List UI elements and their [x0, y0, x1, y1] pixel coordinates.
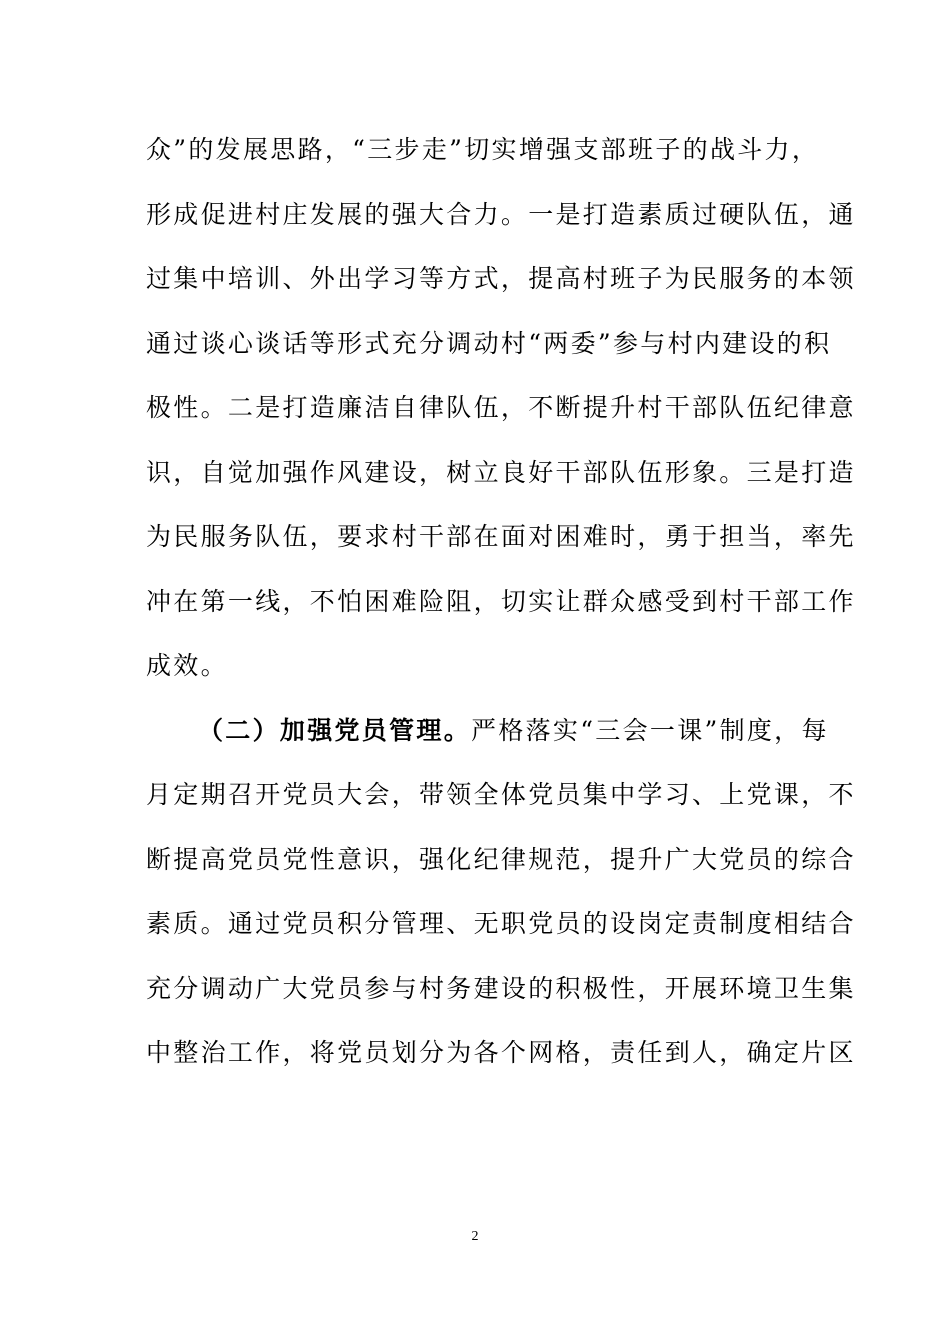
paragraph-line: 冲在第一线，不怕困难险阻，切实让群众感受到村干部工作	[146, 586, 856, 616]
section-heading-line	[146, 707, 829, 772]
paragraph-line: 中整治工作，将党员划分为各个网格，责任到人，确定片区	[146, 1038, 856, 1067]
paragraph-line: 极性。二是打造廉洁自律队伍，不断提升村干部队伍纪律意	[146, 393, 856, 422]
paragraph-line: 充分调动广大党员参与村务建设的积极性，开展环境卫生集	[146, 973, 856, 1003]
paragraph-line: 通过谈心谈话等形式充分调动村“两委”参与村内建设的积	[146, 328, 832, 358]
paragraph-line: 识，自觉加强作风建设，树立良好干部队伍形象。三是打造	[146, 457, 856, 487]
paragraph-line: 众”的发展思路，“三步走”切实增强支部班子的战斗力，	[146, 135, 820, 164]
paragraph-line: 形成促进村庄发展的强大合力。一是打造素质过硬队伍，通	[146, 199, 856, 229]
section-first-line-text: 严格落实“三会一课”制度，每	[471, 715, 829, 745]
paragraph-line: 过集中培训、外出学习等方式，提高村班子为民服务的本领	[146, 264, 856, 293]
body-text	[146, 126, 856, 1094]
section-heading: （二）加强党员管理。	[198, 715, 472, 745]
paragraph-line: 成效。	[146, 651, 228, 680]
paragraph-line: 素质。通过党员积分管理、无职党员的设岗定责制度相结合	[146, 909, 856, 938]
paragraph-line: 断提高党员党性意识，强化纪律规范，提升广大党员的综合	[146, 844, 856, 874]
page-number: 2	[471, 1229, 479, 1244]
paragraph-line: 月定期召开党员大会，带领全体党员集中学习、上党课，不	[146, 780, 856, 809]
paragraph-line: 为民服务队伍，要求村干部在面对困难时，勇于担当，率先	[146, 522, 856, 551]
